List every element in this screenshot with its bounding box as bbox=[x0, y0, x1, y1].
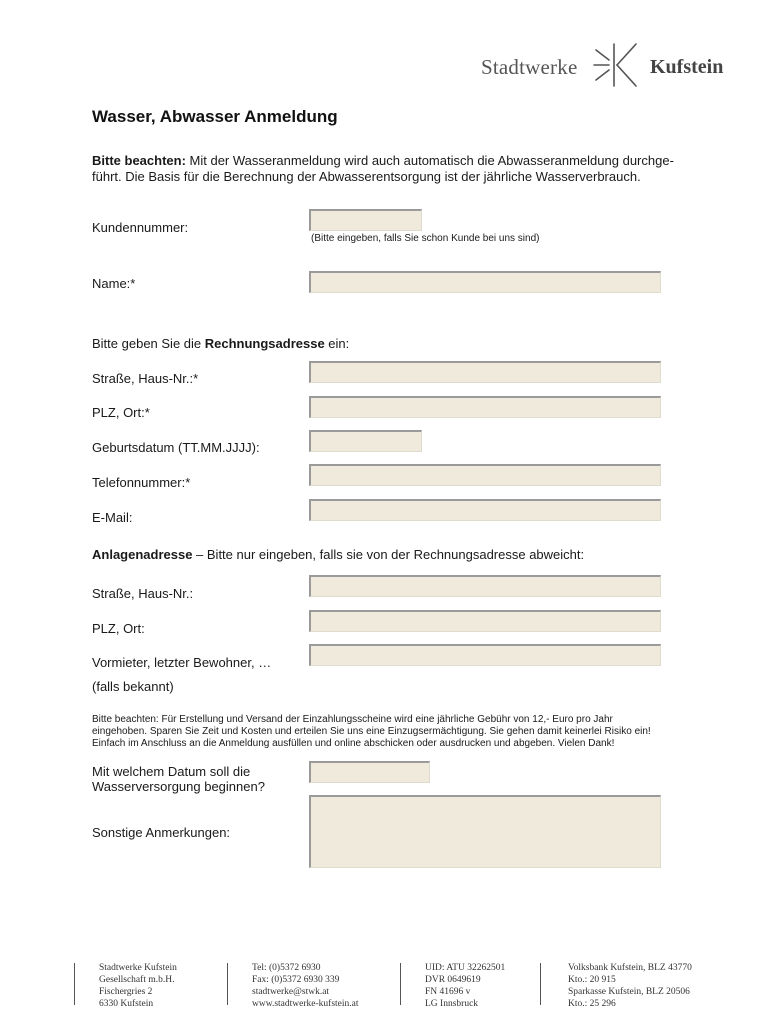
billing-street-input[interactable] bbox=[309, 361, 661, 383]
billing-heading-post: ein: bbox=[324, 336, 350, 351]
birthdate-label: Geburtsdatum (TT.MM.JJJJ): bbox=[92, 440, 260, 455]
footer-email-link[interactable]: stadtwerke@stwk.at bbox=[252, 987, 330, 997]
start-date-input[interactable] bbox=[309, 761, 430, 783]
remarks-label: Sonstige Anmerkungen: bbox=[92, 825, 231, 840]
previous-tenant-sublabel: (falls bekannt) bbox=[92, 679, 174, 694]
logo-text-stadtwerke: Stadtwerke bbox=[481, 55, 578, 79]
footer-company-line: Fischergries 2 bbox=[99, 987, 153, 997]
name-label-text: Name: bbox=[92, 276, 131, 291]
footer-divider bbox=[400, 963, 401, 1005]
phone-input[interactable] bbox=[309, 464, 661, 486]
footer-company bbox=[99, 962, 177, 1010]
footer-registration-line: DVR 0649619 bbox=[425, 975, 481, 985]
footer-company-line: Gesellschaft m.b.H. bbox=[99, 975, 175, 985]
start-date-label-line-2: Wasserversorgung beginnen? bbox=[92, 779, 265, 794]
phone-label bbox=[92, 475, 190, 491]
billing-heading-pre: Bitte geben Sie die bbox=[92, 336, 205, 351]
notice-bold: Bitte beachten: bbox=[92, 153, 186, 168]
footer-divider bbox=[540, 963, 541, 1005]
phone-label-text: Telefonnummer: bbox=[92, 475, 186, 490]
billing-zip-city-label-text: PLZ, Ort: bbox=[92, 405, 145, 420]
billing-zip-city-input[interactable] bbox=[309, 396, 661, 418]
footer-registration-line: LG Innsbruck bbox=[425, 999, 479, 1009]
footer-divider bbox=[74, 963, 75, 1005]
site-zip-city-input[interactable] bbox=[309, 610, 661, 632]
start-date-label-line-1: Mit welchem Datum soll die bbox=[92, 764, 251, 779]
customer-number-input[interactable] bbox=[309, 209, 422, 231]
page-title: Wasser, Abwasser Anmeldung bbox=[92, 107, 338, 126]
previous-tenant-label: Vormieter, letzter Bewohner, … bbox=[92, 655, 272, 670]
footer-registration-line: UID: ATU 32262501 bbox=[425, 963, 506, 973]
name-input[interactable] bbox=[309, 271, 661, 293]
footer-website-link[interactable]: www.stadtwerke-kufstein.at bbox=[252, 999, 359, 1009]
billing-street-label bbox=[92, 371, 198, 387]
notice-text-1: Mit der Wasseranmeldung wird auch automatisch die Abwasseranmeldung durchge- bbox=[185, 153, 674, 168]
billing-zip-city-label bbox=[92, 405, 150, 421]
footer-company-line: 6330 Kufstein bbox=[99, 999, 154, 1009]
footer-bank-line: Volksbank Kufstein, BLZ 43770 bbox=[568, 963, 692, 973]
notice-line-1 bbox=[92, 153, 674, 169]
required-marker: * bbox=[144, 405, 150, 420]
billing-heading-bold: Rechnungsadresse bbox=[204, 336, 325, 351]
footer-banking bbox=[568, 962, 692, 1010]
email-input[interactable] bbox=[309, 499, 661, 521]
required-marker: * bbox=[193, 371, 199, 386]
fee-notice-line-1: Bitte beachten: Für Erstellung und Versand der Einzahlungsscheine wird eine jährliche Gebühr von 12,- Euro pro Jahr bbox=[92, 714, 613, 725]
required-marker: * bbox=[185, 475, 191, 490]
footer-bank-line: Kto.: 20 915 bbox=[568, 975, 616, 985]
site-street-label: Straße, Haus-Nr.: bbox=[92, 586, 194, 601]
customer-number-hint: (Bitte eingeben, falls Sie schon Kunde bei uns sind) bbox=[311, 233, 540, 244]
previous-tenant-input[interactable] bbox=[309, 644, 661, 666]
billing-heading bbox=[92, 336, 349, 352]
logo-text-kufstein: Kufstein bbox=[650, 56, 724, 78]
site-street-input[interactable] bbox=[309, 575, 661, 597]
site-zip-city-label: PLZ, Ort: bbox=[92, 621, 145, 636]
billing-street-label-text: Straße, Haus-Nr.: bbox=[92, 371, 194, 386]
site-heading-post: – Bitte nur eingeben, falls sie von der Rechnungsadresse abweicht: bbox=[192, 547, 585, 562]
remarks-textarea[interactable] bbox=[309, 795, 661, 868]
footer-registration-line: FN 41696 v bbox=[425, 987, 471, 997]
footer-fax: Fax: (0)5372 6930 339 bbox=[252, 975, 340, 985]
notice-line-2: führt. Die Basis für die Berechnung der Abwasserentsorgung ist der jährliche Wasserverbrauch. bbox=[92, 169, 641, 184]
logo-mark-icon bbox=[590, 42, 644, 88]
name-label bbox=[92, 276, 135, 292]
birthdate-input[interactable] bbox=[309, 430, 422, 452]
footer-divider bbox=[227, 963, 228, 1005]
footer-company-line: Stadtwerke Kufstein bbox=[99, 963, 177, 973]
fee-notice-line-3: Einfach im Anschluss an die Anmeldung ausfüllen und online abschicken oder ausdrucken und abgeben. Vielen Dank! bbox=[92, 738, 615, 749]
footer-bank-line: Sparkasse Kufstein, BLZ 20506 bbox=[568, 987, 690, 997]
customer-number-label: Kundennummer: bbox=[92, 220, 189, 235]
site-heading bbox=[92, 547, 584, 563]
footer-registration bbox=[425, 962, 505, 1010]
required-marker: * bbox=[130, 276, 136, 291]
footer-bank-line: Kto.: 25 296 bbox=[568, 999, 616, 1009]
fee-notice-line-2: eingehoben. Sparen Sie Zeit und Kosten und erteilen Sie uns eine Einzugsermächtigung. Sie gehen damit keinerlei Risiko ein! bbox=[92, 726, 651, 737]
footer-phone: Tel: (0)5372 6930 bbox=[252, 963, 321, 973]
footer-contact bbox=[252, 962, 359, 1010]
site-heading-bold: Anlagenadresse bbox=[92, 547, 193, 562]
email-label: E-Mail: bbox=[92, 510, 133, 525]
